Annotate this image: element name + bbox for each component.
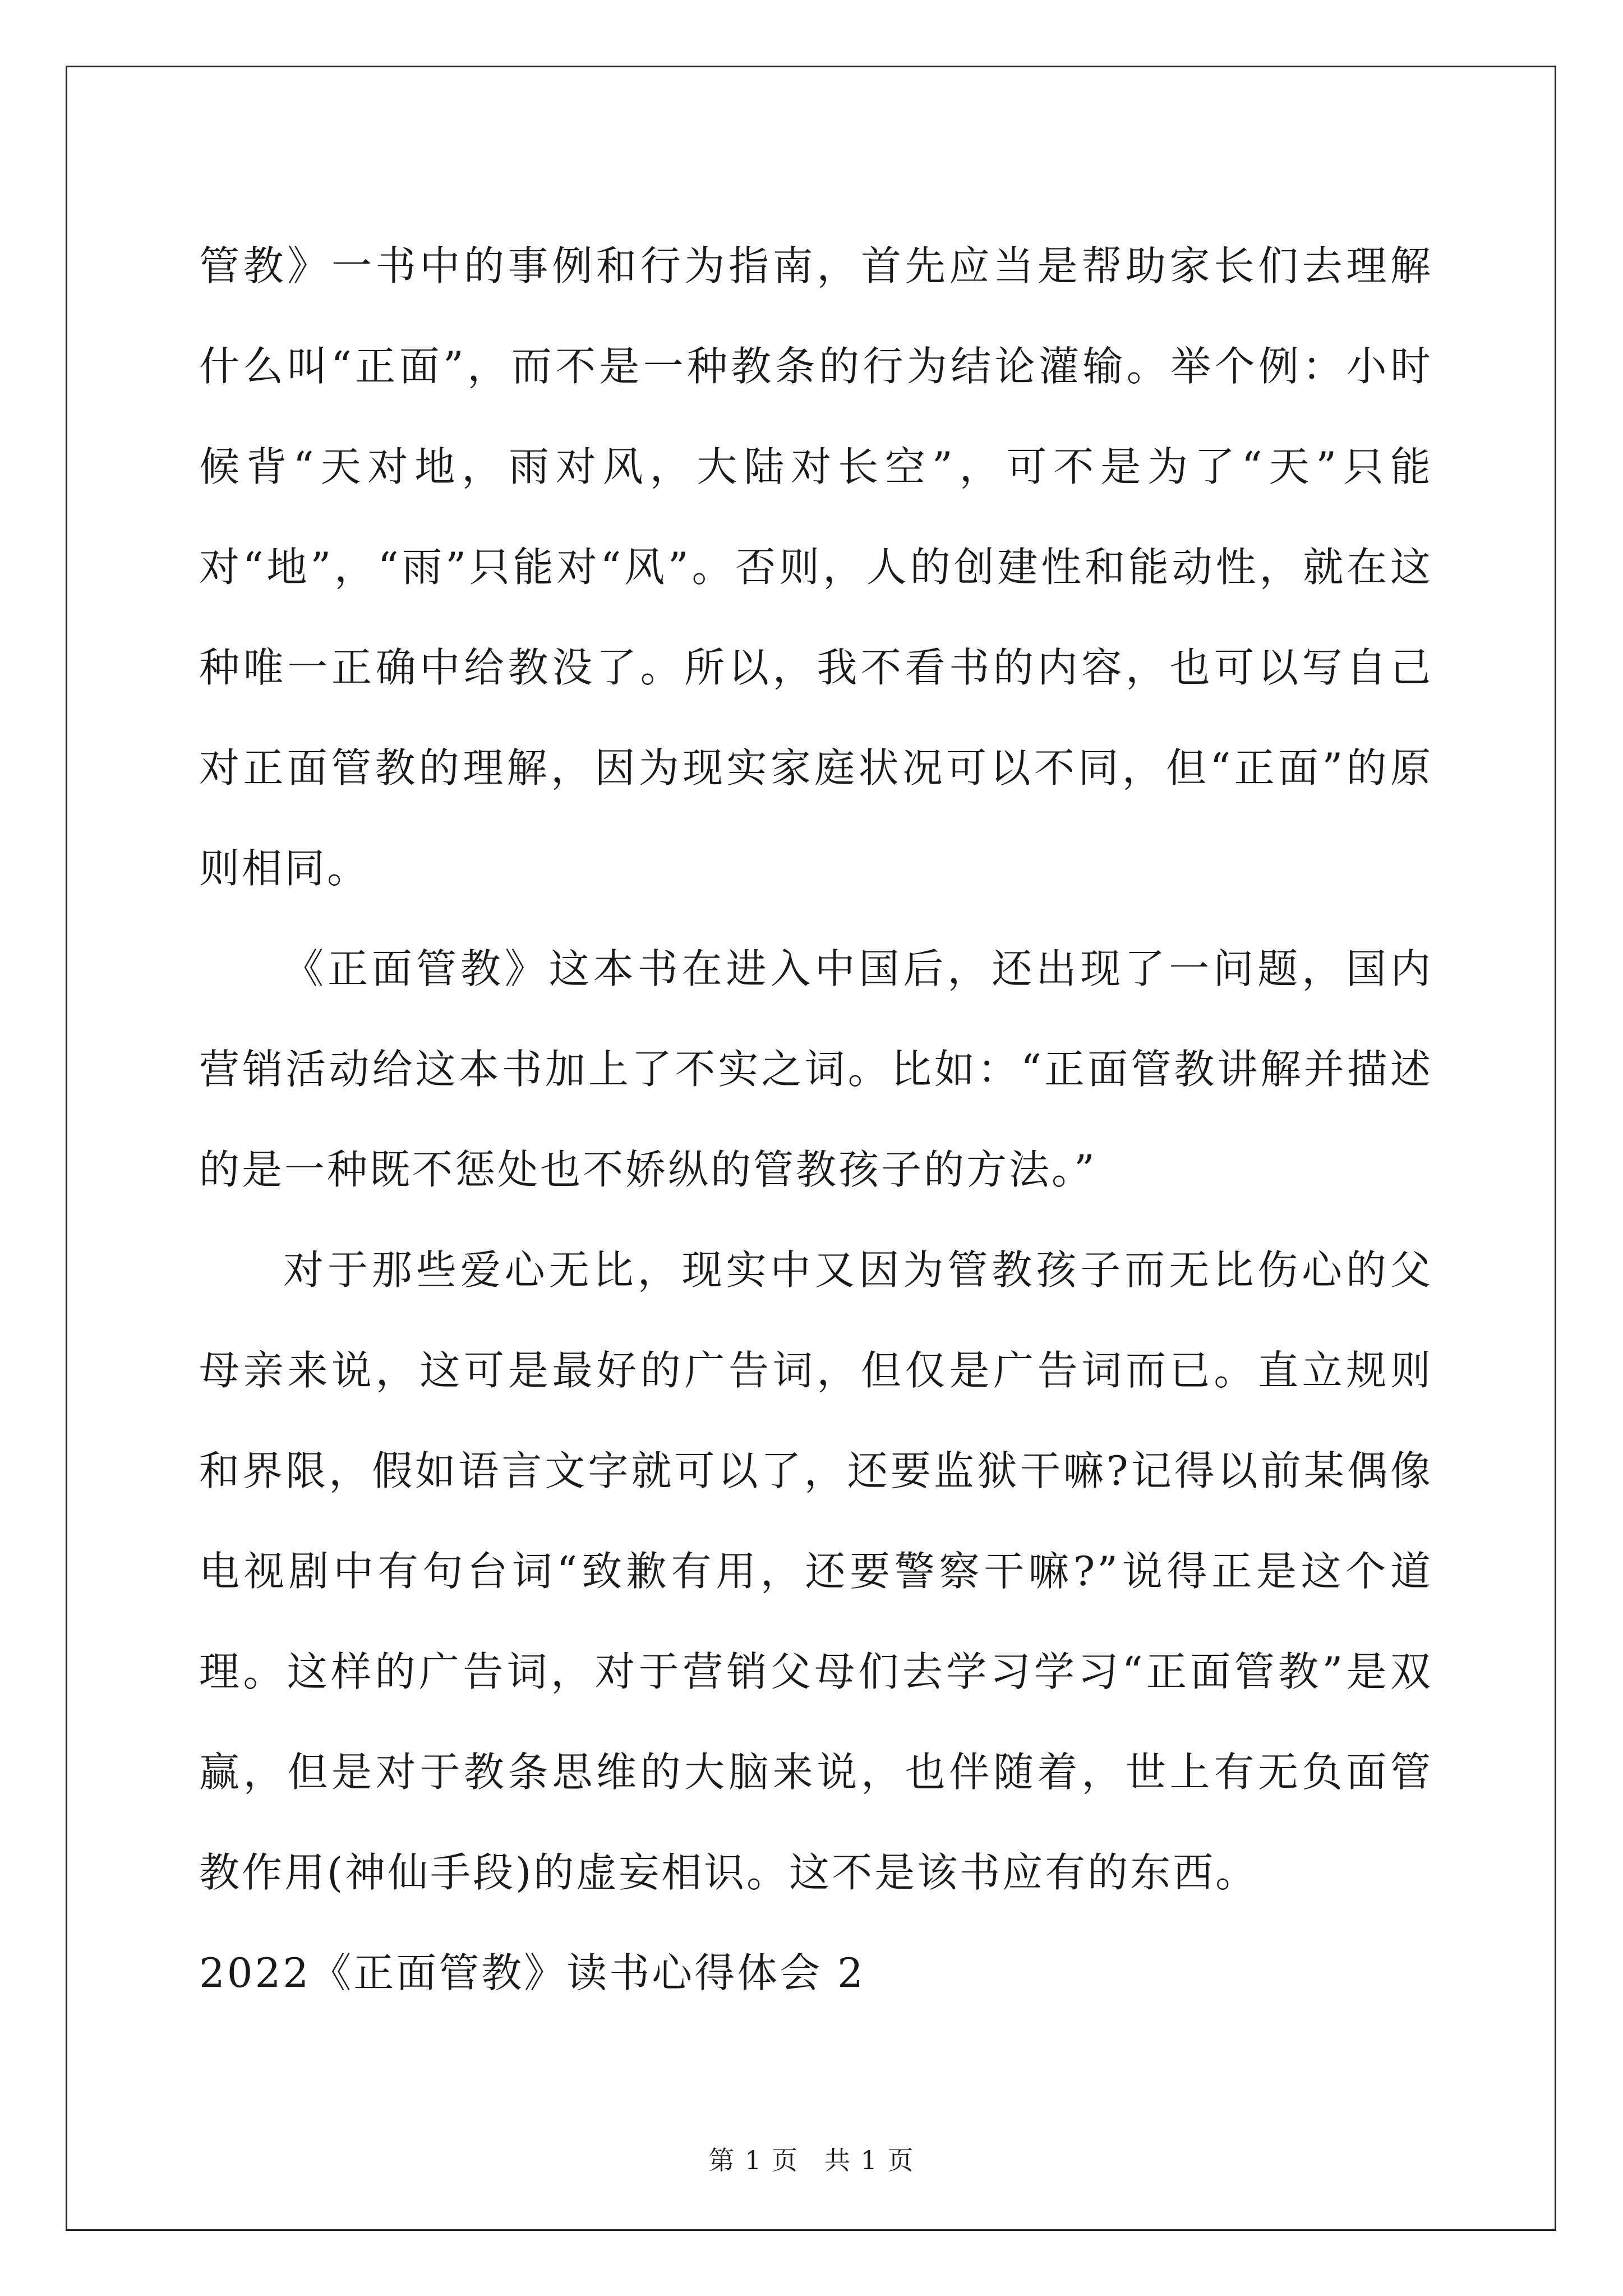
page-total: 共 1 页 — [824, 2145, 915, 2175]
paragraph-3: 对于那些爱心无比，现实中又因为管教孩子而无比伤心的父母亲来说，这可是最好的广告词，但仅是广告词而已。直立规则和界限，假如语言文字就可以了，还要监狱干嘛?记得以前某偶像电视剧中有句台词“致歉有用，还要警察干嘛?”说得正是这个道理。这样的广告词，对于营销父母们去学习学习“正面管教”是双赢，但是对于教条思维的大脑来说，也伴随着，世上有无负面管教作用(神仙手段)的虚妄相识。这不是该书应有的东西。 — [199, 1246, 1433, 1896]
document-body — [199, 216, 1433, 2023]
paragraph-2: 《正面管教》这本书在进入中国后，还出现了一问题，国内营销活动给这本书加上了不实之词。比如：“正面管教讲解并描述的是一种既不惩处也不娇纵的管教孩子的方法。” — [199, 945, 1433, 1193]
paragraph-1: 管教》一书中的事例和行为指南，首先应当是帮助家长们去理解什么叫“正面”，而不是一种教条的行为结论灌输。举个例：小时候背“天对地，雨对风，大陆对长空”，可不是为了“天”只能对“地”，“雨”只能对“风”。否则，人的创建性和能动性，就在这种唯一正确中给教没了。所以，我不看书的内容，也可以写自己对正面管教的理解，因为现实家庭状况可以不同，但“正面”的原则相同。 — [199, 242, 1433, 892]
page-footer — [0, 2140, 1623, 2177]
page-number: 第 1 页 — [708, 2145, 799, 2175]
section-heading: 2022《正面管教》读书心得体会 2 — [199, 1949, 865, 1996]
